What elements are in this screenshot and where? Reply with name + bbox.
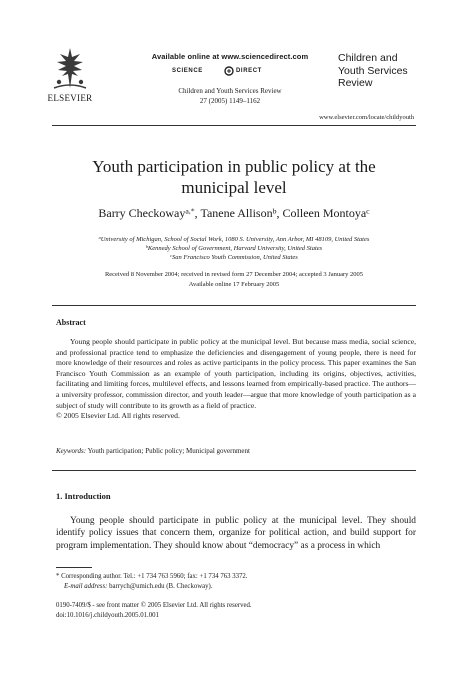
author-affiliation-mark: b [272,206,277,216]
corresponding-author-note: * Corresponding author. Tel.: +1 734 763 5960; fax: +1 734 763 3372. [56,573,248,580]
volume-pages: 27 (2005) 1149–1162 [199,97,261,105]
elsevier-tree-logo [48,44,92,92]
section-heading: 1. Introduction [56,491,111,501]
received-dates: Received 8 November 2004; received in revised form 27 December 2004; accepted 3 January 2005 [104,271,364,278]
article-title-line: Youth participation in public policy at the [92,157,376,176]
abstract-body [56,337,416,422]
affiliation [52,254,416,261]
article-title [52,156,416,198]
abstract-text: Young people should participate in public policy at the municipal level. But because mass media, social science, and professional practice tend to emphasize the deficiencies and disengagement of young people, there is need for more knowledge of their resources and roles as active participants in the policy process. This paper examines the San Francisco Youth Commission as an example of youth participation, including its origins, objectives, activities, facilitating and limiting forces, multilevel effects, and lessons learned from empirically-based practice. The authors—a university professor, commission director, and youth leader—argue that more knowledge of youth participation as a subject of study will contribute to its growth as a field of practice. [56,337,416,410]
email-note [64,582,213,591]
affiliation [52,236,416,243]
email-label: E-mail address: [64,583,108,590]
author-name: Colleen Montoya [282,206,367,220]
sciencedirect-logo [160,66,300,78]
publisher-name: ELSEVIER [47,93,93,103]
article-title-line: municipal level [181,178,287,197]
journal-brand-line: Children and [338,52,398,64]
affiliation-text: San Francisco Youth Commission, United States [172,254,298,261]
issn-line: 0190-7409/$ - see front matter © 2005 Elsevier Ltd. All rights reserved. [56,602,252,609]
header-divider [52,125,416,126]
affiliation-text: Kennedy School of Government, Harvard University, United States [147,245,323,252]
section-body: Young people should participate in public policy at the municipal level. They should identify policy issues that concern them, organize for political action, and build support for program implementation. They should know about “democracy” as a process in which [56,516,416,551]
copyright-line: © 2005 Elsevier Ltd. All rights reserved. [56,411,180,421]
sciencedirect-word-right: DIRECT [236,68,262,74]
author-name: Barry Checkoway [98,206,186,220]
affiliation [52,245,416,252]
affiliation-mark: b [145,244,148,250]
abstract-heading: Abstract [56,318,86,327]
affiliation-mark: c [170,253,173,259]
abstract-divider-top [52,305,416,306]
availability-line: Available online at www.sciencedirect.com [151,52,309,61]
email-address[interactable]: barrych@umich.edu (B. Checkoway). [109,583,213,590]
footnote-divider [56,567,92,568]
journal-citation: Children and Youth Services Review [178,87,282,95]
abstract-divider-bottom [52,470,416,471]
author-name: Tanene Allison [200,206,273,220]
author-separator: , [194,206,201,220]
keywords-text: Youth participation; Public policy; Municipal government [87,447,250,455]
journal-brand-line: Youth Services [338,64,408,77]
keywords [56,447,416,455]
author-separator: , [276,206,283,220]
author-affiliation-mark: a,* [185,206,195,216]
journal-brand-line: Review [338,77,373,89]
sciencedirect-mark-icon [224,66,234,76]
sciencedirect-word-left: SCIENCE [172,68,203,74]
doi-line[interactable]: doi:10.1016/j.childyouth.2005.01.001 [56,612,159,619]
journal-url[interactable]: www.elsevier.com/locate/childyouth [319,114,414,121]
keywords-label: Keywords: [56,447,87,455]
affiliation-mark: a [98,235,101,241]
online-date: Available online 17 February 2005 [188,281,280,288]
author-affiliation-mark: c [366,206,370,216]
journal-brand [338,52,428,90]
affiliation-text: University of Michigan, School of Social Work, 1080 S. University, Ann Arbor, MI 48109, United States [100,236,370,243]
author-list [52,206,416,221]
